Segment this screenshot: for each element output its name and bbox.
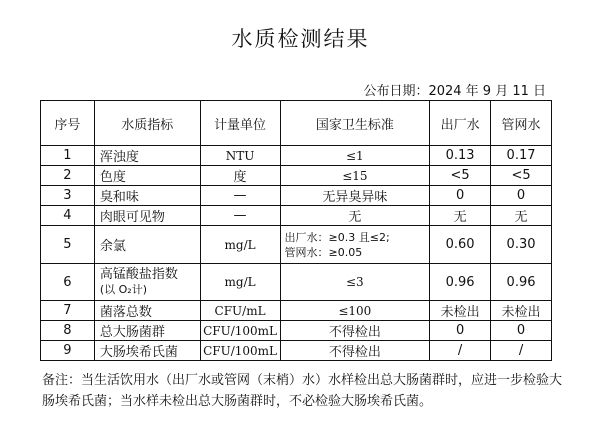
cell-indicator: 浑浊度 (94, 146, 200, 166)
cell-unit: — (200, 206, 280, 226)
header-standard: 国家卫生标准 (280, 101, 430, 146)
cell-unit: CFU/mL (200, 301, 280, 321)
cell-standard: 无 (280, 206, 430, 226)
table-row (41, 264, 552, 301)
cell-indicator (94, 264, 200, 301)
cell-factory: / (430, 341, 491, 361)
cell-network: 0.30 (491, 226, 552, 264)
cell-factory: 无 (430, 206, 491, 226)
cell-unit: NTU (200, 146, 280, 166)
cell-network: 无 (491, 206, 552, 226)
cell-factory: 0.96 (430, 264, 491, 301)
cell-network: 未检出 (491, 301, 552, 321)
cell-unit: CFU/100mL (200, 341, 280, 361)
table-row (41, 186, 552, 206)
cell-indicator: 肉眼可见物 (94, 206, 200, 226)
page-title: 水质检测结果 (231, 27, 370, 51)
header-no: 序号 (41, 101, 95, 146)
cell-standard: 无异臭异味 (280, 186, 430, 206)
cell-no: 1 (41, 146, 95, 166)
cell-standard: 不得检出 (280, 341, 430, 361)
cell-indicator: 大肠埃希氏菌 (94, 341, 200, 361)
table-row (41, 206, 552, 226)
cell-no: 9 (41, 341, 95, 361)
indicator-line-1: 高锰酸盐指数 (99, 267, 178, 282)
cell-network: 0.17 (491, 146, 552, 166)
table-row (41, 301, 552, 321)
table-row (41, 226, 552, 264)
header-factory-water: 出厂水 (430, 101, 491, 146)
cell-factory: 0 (430, 321, 491, 341)
standard-line-1: 出厂水：≥0.3 且≤2; (284, 230, 390, 244)
cell-standard: ≤100 (280, 301, 430, 321)
cell-network: <5 (491, 166, 552, 186)
cell-no: 5 (41, 226, 95, 264)
cell-factory: 未检出 (430, 301, 491, 321)
cell-factory: <5 (430, 166, 491, 186)
indicator-line-2: (以 O₂计) (99, 283, 148, 296)
cell-no: 6 (41, 264, 95, 301)
cell-network: 0 (491, 186, 552, 206)
table-row (41, 321, 552, 341)
cell-factory: 0.13 (430, 146, 491, 166)
cell-indicator: 菌落总数 (94, 301, 200, 321)
header-unit: 计量单位 (200, 101, 280, 146)
cell-network: 0 (491, 321, 552, 341)
cell-unit: 度 (200, 166, 280, 186)
cell-no: 2 (41, 166, 95, 186)
footnote (42, 370, 562, 412)
standard-line-2: 管网水：≥0.05 (284, 245, 363, 259)
cell-indicator: 总大肠菌群 (94, 321, 200, 341)
cell-unit: mg/L (200, 264, 280, 301)
cell-standard: ≤15 (280, 166, 430, 186)
header-network-water: 管网水 (491, 101, 552, 146)
cell-unit: — (200, 186, 280, 206)
cell-standard: ≤3 (280, 264, 430, 301)
cell-indicator: 色度 (94, 166, 200, 186)
cell-standard: 不得检出 (280, 321, 430, 341)
cell-indicator: 余氯 (94, 226, 200, 264)
cell-no: 3 (41, 186, 95, 206)
cell-network: 0.96 (491, 264, 552, 301)
cell-factory: 0 (430, 186, 491, 206)
footnote-line-2: 肠埃希氏菌；当水样未检出总大肠菌群时，不必检验大肠埃希氏菌。 (42, 394, 433, 409)
table-header-row (41, 101, 552, 146)
publish-date: 公布日期：2024 年 9 月 11 日 (363, 84, 546, 99)
cell-standard: ≤1 (280, 146, 430, 166)
table-row (41, 146, 552, 166)
footnote-line-1: 备注：当生活饮用水（出厂水或管网（末梢）水）水样检出总大肠菌群时，应进一步检验大 (42, 373, 563, 388)
table-row (41, 166, 552, 186)
water-quality-table (40, 100, 552, 361)
cell-unit: mg/L (200, 226, 280, 264)
cell-factory: 0.60 (430, 226, 491, 264)
cell-standard (280, 226, 430, 264)
header-indicator: 水质指标 (94, 101, 200, 146)
cell-no: 8 (41, 321, 95, 341)
cell-unit: CFU/100mL (200, 321, 280, 341)
cell-no: 7 (41, 301, 95, 321)
cell-indicator: 臭和味 (94, 186, 200, 206)
table-row (41, 341, 552, 361)
cell-network: / (491, 341, 552, 361)
cell-no: 4 (41, 206, 95, 226)
